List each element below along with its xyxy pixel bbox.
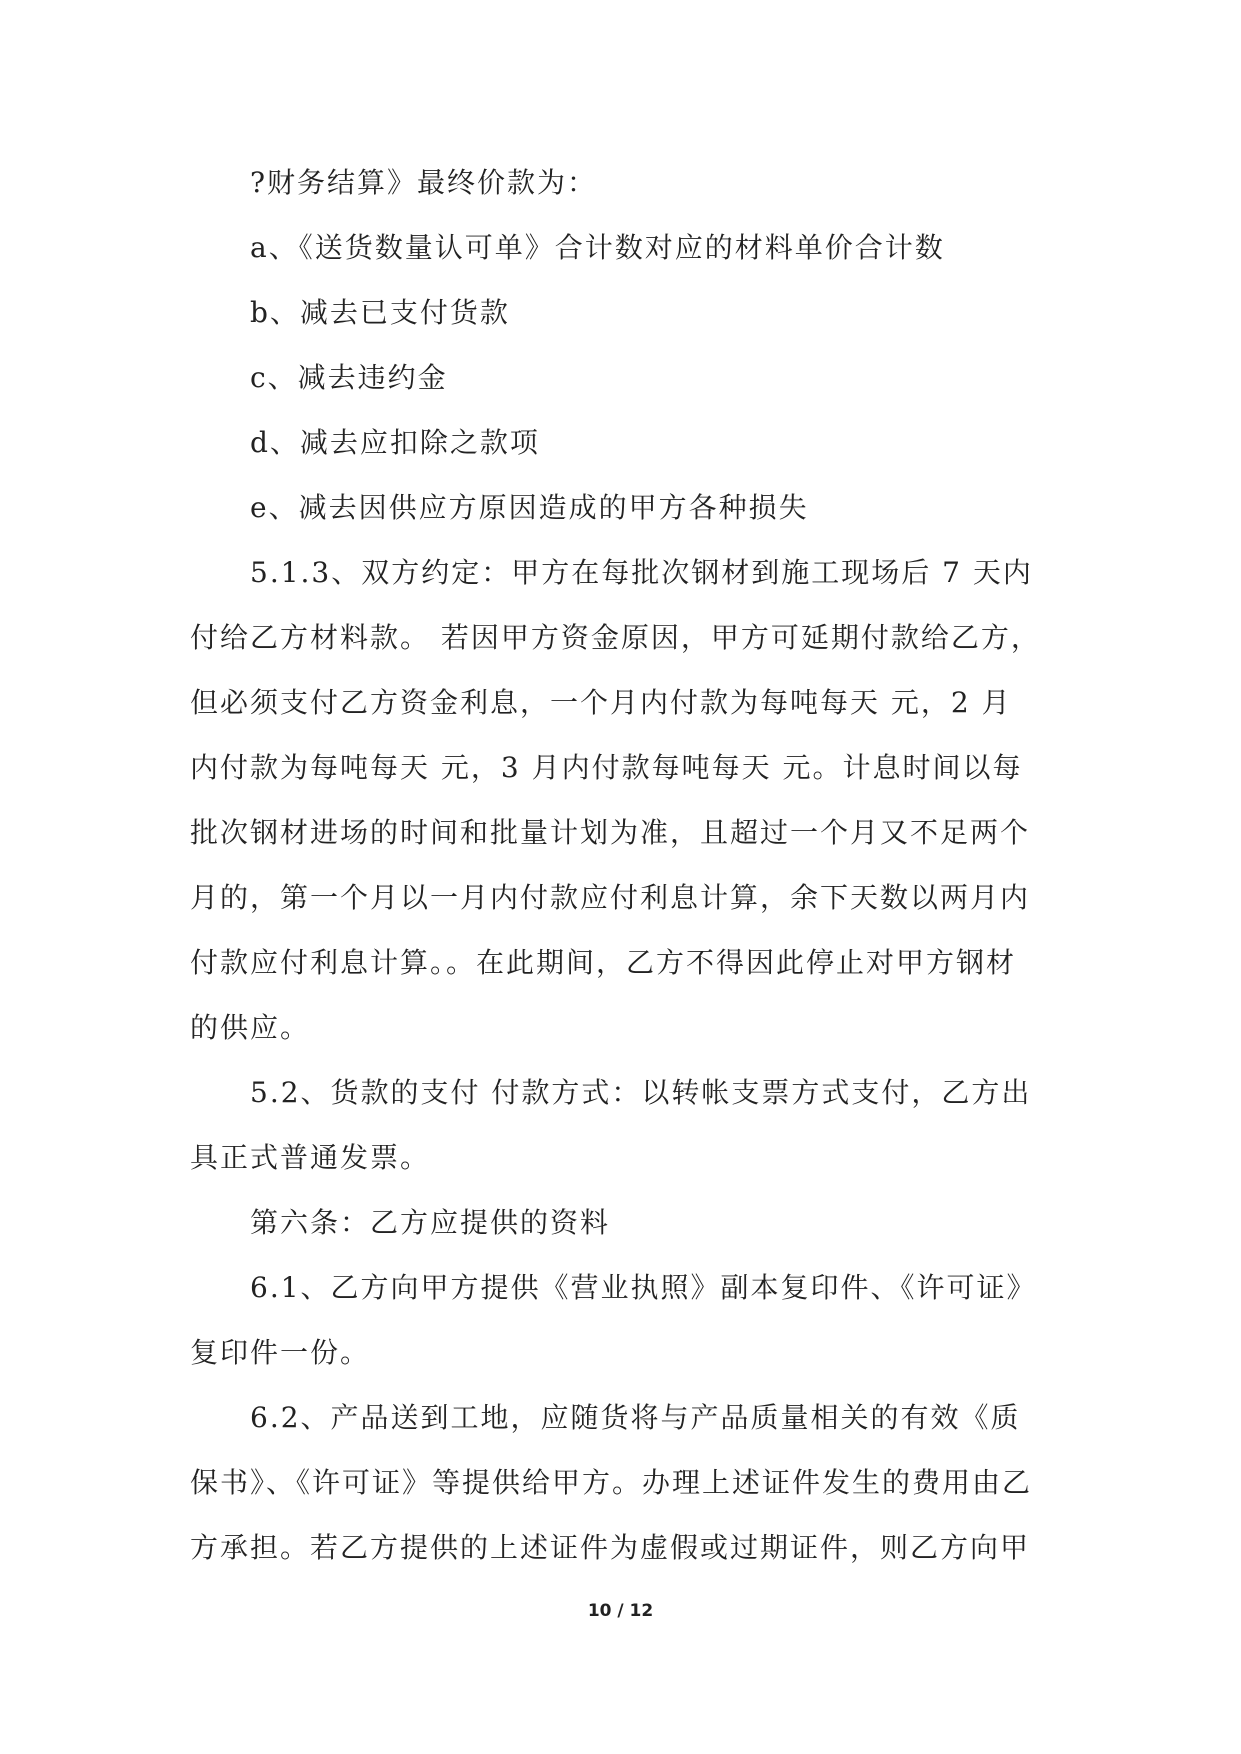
text-line: a、《送货数量认可单》合计数对应的材料单价合计数	[250, 231, 945, 264]
text-line: 具正式普通发票。	[190, 1141, 431, 1174]
text-line: 6.1、乙方向甲方提供《营业执照》副本复印件、《许可证》	[250, 1271, 1037, 1304]
text-line: 的供应。	[190, 1011, 311, 1044]
text-line: e、减去因供应方原因造成的甲方各种损失	[250, 491, 809, 524]
text-line: 但必须支付乙方资金利息，一个月内付款为每吨每天 元，2 月	[190, 686, 1012, 719]
text-line: b、减去已支付货款	[250, 296, 510, 329]
document-body	[190, 150, 1060, 1580]
text-line: 保书》、《许可证》等提供给甲方。办理上述证件发生的费用由乙	[190, 1466, 1033, 1499]
text-line: ?财务结算》最终价款为：	[250, 166, 598, 199]
text-line: 批次钢材进场的时间和批量计划为准，且超过一个月又不足两个	[190, 816, 1031, 849]
text-line: d、减去应扣除之款项	[250, 426, 540, 459]
text-line: 复印件一份。	[190, 1336, 371, 1369]
text-line: c、减去违约金	[250, 361, 448, 394]
text-line: 月的，第一个月以一月内付款应付利息计算，余下天数以两月内	[190, 881, 1031, 914]
text-line: 第六条：乙方应提供的资料	[250, 1206, 611, 1239]
text-line: 内付款为每吨每天 元，3 月内付款每吨每天 元。计息时间以每	[190, 751, 1023, 784]
text-line: 付给乙方材料款。 若因甲方资金原因，甲方可延期付款给乙方，	[190, 621, 1041, 654]
text-line: 6.2、产品送到工地，应随货将与产品质量相关的有效《质	[250, 1401, 1021, 1434]
text-line: 方承担。若乙方提供的上述证件为虚假或过期证件，则乙方向甲	[190, 1531, 1031, 1564]
text-line: 付款应付利息计算。。在此期间，乙方不得因此停止对甲方钢材	[190, 946, 1017, 979]
page-number: 10 / 12	[587, 1601, 654, 1621]
text-line: 5.2、货款的支付 付款方式：以转帐支票方式支付，乙方出	[250, 1076, 1032, 1109]
text-line: 5.1.3、双方约定：甲方在每批次钢材到施工现场后 7 天内	[250, 556, 1033, 589]
